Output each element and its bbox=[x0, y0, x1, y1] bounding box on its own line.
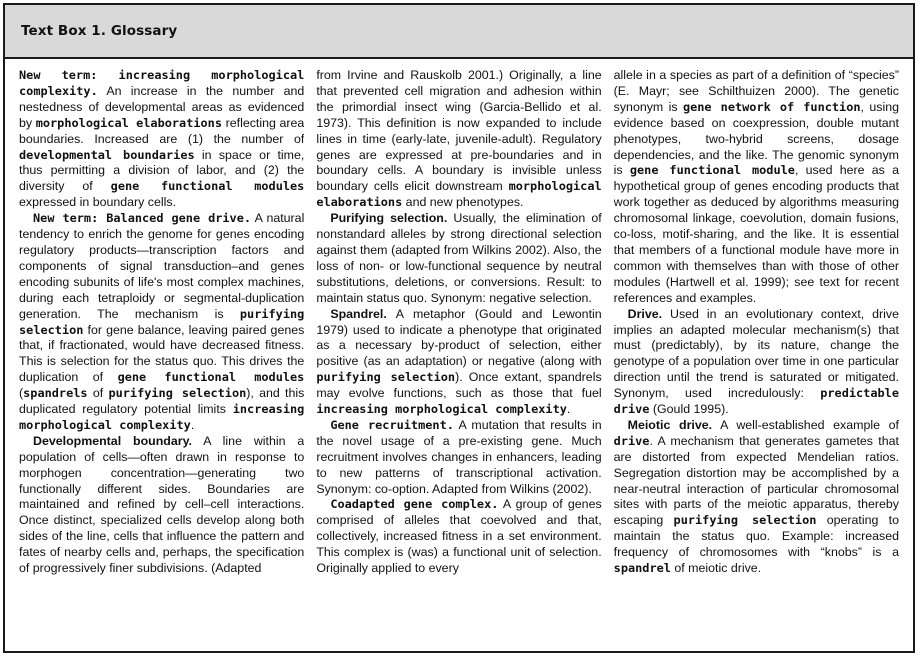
glossary-term: predictable drive bbox=[613, 386, 899, 417]
glossary-text: from Irvine and Rauskolb 2001.) Originally, a line that prevented cell migration and adhesion within the primordial insect wing (Garcia-Bellido et al. 1973). This definition is now expanded to include lines in time (early-late, juvenile-adult). Regulatory genes are expressed at pre-boundaries and in boundary cells. A boundary is invisible unless boundary cells elicit downstream bbox=[316, 68, 602, 194]
glossary-paragraph bbox=[614, 68, 899, 307]
glossary-term: Coadapted gene complex. bbox=[330, 497, 499, 512]
glossary-column-2 bbox=[316, 68, 601, 645]
glossary-paragraph bbox=[19, 434, 304, 577]
glossary-term: spandrel bbox=[613, 561, 671, 576]
glossary-text: An increase in the number and nestedness of developmental areas as evidenced by bbox=[19, 83, 305, 130]
glossary-term: increasing morphological complexity bbox=[19, 402, 305, 432]
glossary-text: ( bbox=[19, 386, 24, 401]
glossary-text: A line within a population of cells—often drawn in response to morphogen concentration—generating two functionally different sides. Boundaries are maintained and refined by cell–cell interactions. Once distinct, specialized cells develop along both sides of the line, cells that influence the pattern and fates of nearby cells and, perhaps, the specification of progressively finer subdivisions. (Adapted bbox=[19, 433, 305, 576]
glossary-text: . bbox=[190, 417, 195, 432]
glossary-term: gene functional modules bbox=[117, 370, 305, 385]
glossary-text: . bbox=[566, 402, 571, 417]
glossary-text: of meiotic drive. bbox=[670, 561, 762, 576]
glossary-text: (Gould 1995). bbox=[649, 402, 729, 417]
glossary-paragraph bbox=[19, 211, 304, 434]
glossary-text: operating to maintain the status quo. Example: increased frequency of chromosomes with “knobs” is a bbox=[613, 513, 899, 560]
glossary-text: A metaphor (Gould and Lewontin 1979) used to indicate a phenotype that originated as a necessary by-product of selection, either positive (as an adaptation) or negative (along with bbox=[316, 306, 602, 369]
glossary-column-1 bbox=[19, 68, 304, 645]
glossary-text: of bbox=[87, 386, 109, 401]
glossary-term: morphological elaborations bbox=[35, 115, 223, 130]
glossary-text: , used here as a hypothetical group of genes encoding products that work together as deduced by algorithms measuring chromosomal linkage, coevolution, domain fusions, co-loss, motif-sharing, and the like. It is essential that members of a functional module have more in common with themselves than with those of other modules (Hartwell et al. 1999); see text for recent references and examples. bbox=[613, 163, 899, 305]
glossary-paragraph bbox=[19, 68, 304, 211]
glossary-term: purifying selection bbox=[19, 306, 305, 337]
glossary-paragraph bbox=[316, 211, 601, 306]
glossary-term: drive bbox=[613, 433, 650, 448]
glossary-paragraph bbox=[316, 307, 601, 418]
glossary-text: for gene balance, leaving paired genes that, if fractionated, would have decreased fitness. This is selection for the status quo. This drives the duplication of bbox=[19, 322, 305, 385]
glossary-columns bbox=[19, 68, 899, 645]
text-box-header bbox=[5, 5, 913, 59]
glossary-text: A mutation that results in the novel usage of a pre-existing gene. Much recruitment involves changes in enhancers, leading to new patterns of transcriptional activation. Synonym: co-option. Adapted from Wilkins (2002). bbox=[316, 417, 602, 496]
glossary-term: Gene recruitment. bbox=[330, 417, 454, 432]
glossary-text: . A mechanism that generates gametes that are distorted from expected Mendelian ratios. Segregation distortion may be accomplished by a near-neutral interaction of particular chromosomal sites with parts of the meiotic apparatus, thereby escaping bbox=[613, 433, 899, 528]
glossary-term: New term: Balanced gene drive. bbox=[33, 211, 252, 226]
glossary-term: increasing morphological complexity bbox=[316, 402, 567, 417]
glossary-column-3 bbox=[614, 68, 899, 645]
glossary-heading: Meiotic drive. bbox=[627, 417, 713, 432]
glossary-text: in space or time, thus permitting a division of labor, and (2) the diversity of bbox=[19, 147, 305, 194]
glossary-text: Used in an evolutionary context, drive implies an adapted molecular mechanism(s) that must (predictably), by its nature, change the genotype of a population over time in one particular direction until the trend is saturated or mitigated. Synonym, used incredulously: bbox=[613, 306, 899, 401]
glossary-heading: Purifying selection. bbox=[330, 211, 448, 226]
text-box-title: Text Box 1. Glossary bbox=[21, 23, 178, 39]
glossary-text: A well-established example of bbox=[712, 417, 899, 432]
glossary-paragraph bbox=[614, 418, 899, 577]
glossary-term: New term: increasing morphological complexity. bbox=[19, 68, 305, 98]
glossary-text: A natural tendency to enrich the genome for genes encoding regulatory products—transcription factors and components of signal transduction–and genes encoding subunits of life's most complex machines, during each tetraploidy or segmental-duplication generation. The mechanism is bbox=[19, 211, 305, 321]
glossary-text: and new phenotypes. bbox=[402, 195, 524, 210]
glossary-text: expressed in boundary cells. bbox=[19, 195, 177, 210]
glossary-term: morphological elaborations bbox=[316, 179, 602, 210]
glossary-text: , using evidence based on coexpression, double mutant phenotypes, two-hybrid screens, dosage dependencies, and the like. The genomic synonym is bbox=[613, 99, 899, 178]
glossary-paragraph bbox=[316, 68, 601, 211]
glossary-term: developmental boundaries bbox=[19, 147, 195, 162]
glossary-term: gene functional module bbox=[629, 163, 795, 178]
glossary-term: gene network of function bbox=[682, 99, 861, 114]
glossary-text: A group of genes comprised of alleles that coevolved and that, collectively, increased fitness in a set environment. This complex is (was) a functional unit of selection. Originally applied to every bbox=[316, 497, 602, 576]
glossary-text: ), and this duplicated regulatory potential limits bbox=[19, 386, 305, 417]
glossary-term: purifying selection bbox=[673, 513, 817, 528]
glossary-term: purifying selection bbox=[316, 370, 456, 385]
glossary-term: spandrels bbox=[23, 386, 88, 401]
text-box bbox=[3, 3, 915, 653]
glossary-heading: Drive. bbox=[627, 306, 663, 321]
glossary-text: allele in a species as part of a definition of “species” (E. Mayr; see Schilthuizen 2000). The genetic synonym is bbox=[613, 68, 899, 114]
glossary-paragraph bbox=[316, 497, 601, 577]
glossary-heading: Developmental boundary. bbox=[33, 433, 192, 448]
glossary-term: gene functional modules bbox=[110, 179, 305, 194]
glossary-paragraph bbox=[316, 418, 601, 498]
glossary-text: reflecting area boundaries. Increased are (1) the number of bbox=[19, 115, 305, 146]
glossary-text: Usually, the elimination of nonstandard alleles by strong directional selection against them (adapted from Wilkins 2002). Also, the loss of non- or low-functional sequence by neutral substitutions, deletions, or conversions. Result: to maintain status quo. Synonym: negative selection. bbox=[316, 211, 602, 305]
glossary-heading: Spandrel. bbox=[330, 306, 387, 321]
glossary-text: ). Once extant, spandrels may evolve functions, such as those that fuel bbox=[316, 370, 602, 401]
glossary-paragraph bbox=[614, 307, 899, 418]
glossary-term: purifying selection bbox=[108, 386, 247, 401]
